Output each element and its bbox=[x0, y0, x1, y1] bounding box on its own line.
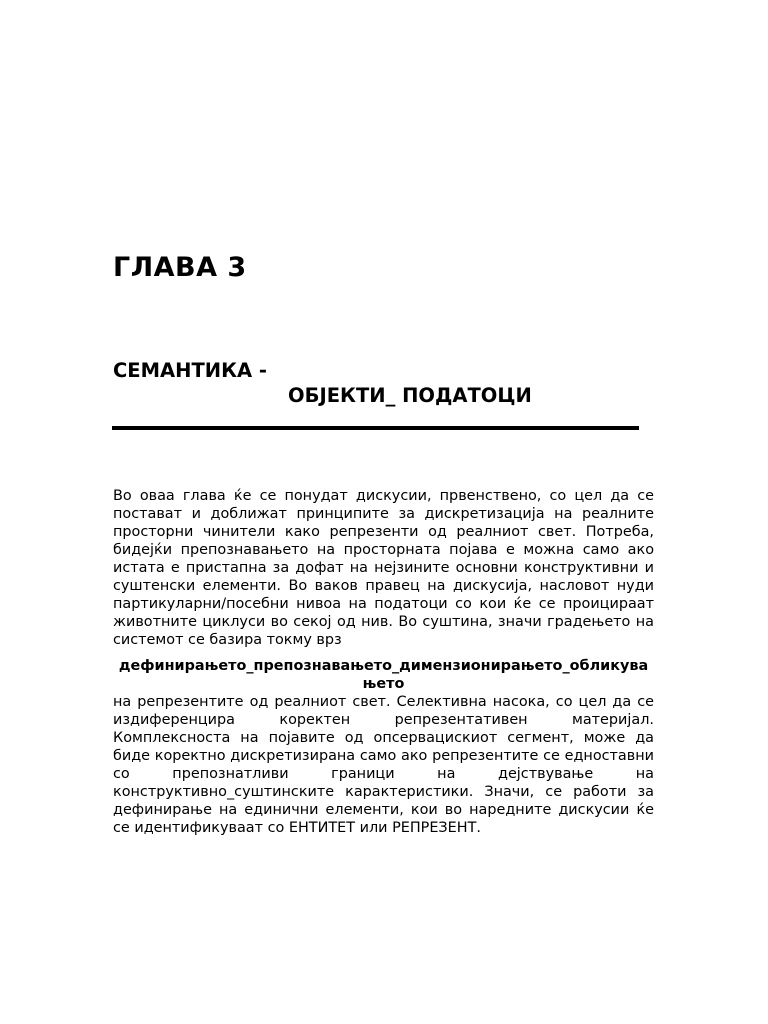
chapter-title: ГЛАВА 3 bbox=[113, 252, 247, 283]
body-keyword-line: дефинирањето_препознавањето_димензионирањето_обликувањето bbox=[118, 658, 649, 692]
horizontal-rule bbox=[112, 426, 639, 430]
body-paragraph-1: Во оваа глава ќе се понудат дискусии, првенствено, со цел да се постават и доближат принципите за дискретизација на реалните просторни чинители како репрезенти од реалниот свет. Потреба, бидејќи препознавањето на просторната појава е можна само ако истата е пристапна за дофат на нејзините основни конструктивни и суштенски елементи. Во ваков правец на дискусија, насловот нуди партикуларни/посебни нивоа на податоци со кои ќе се проицираат животните циклуси во секој од нив. Во суштина, значи градењето на системот се базира токму врз bbox=[113, 488, 654, 648]
section-title-line1: СЕМАНТИКА - bbox=[113, 359, 267, 382]
body-paragraph-2: на репрезентите од реалниот свет. Селективна насока, со цел да се издиференцира коректен репрезентативен материјал. Комплексноста на појавите од опсервацискиот сегмент, може да биде коректно дискретизирана само ако репрезентите се едноставни со препознатливи граници на дејствување на конструктивно_суштинските карактеристики. Значи, се работи за дефинирање на единични елементи, кои во наредните дискусии ќе се идентификуваат со ЕНТИТЕТ или РЕПРЕЗЕНТ. bbox=[113, 694, 654, 836]
section-title-line2: ОБЈЕКТИ_ ПОДАТОЦИ bbox=[288, 384, 532, 407]
